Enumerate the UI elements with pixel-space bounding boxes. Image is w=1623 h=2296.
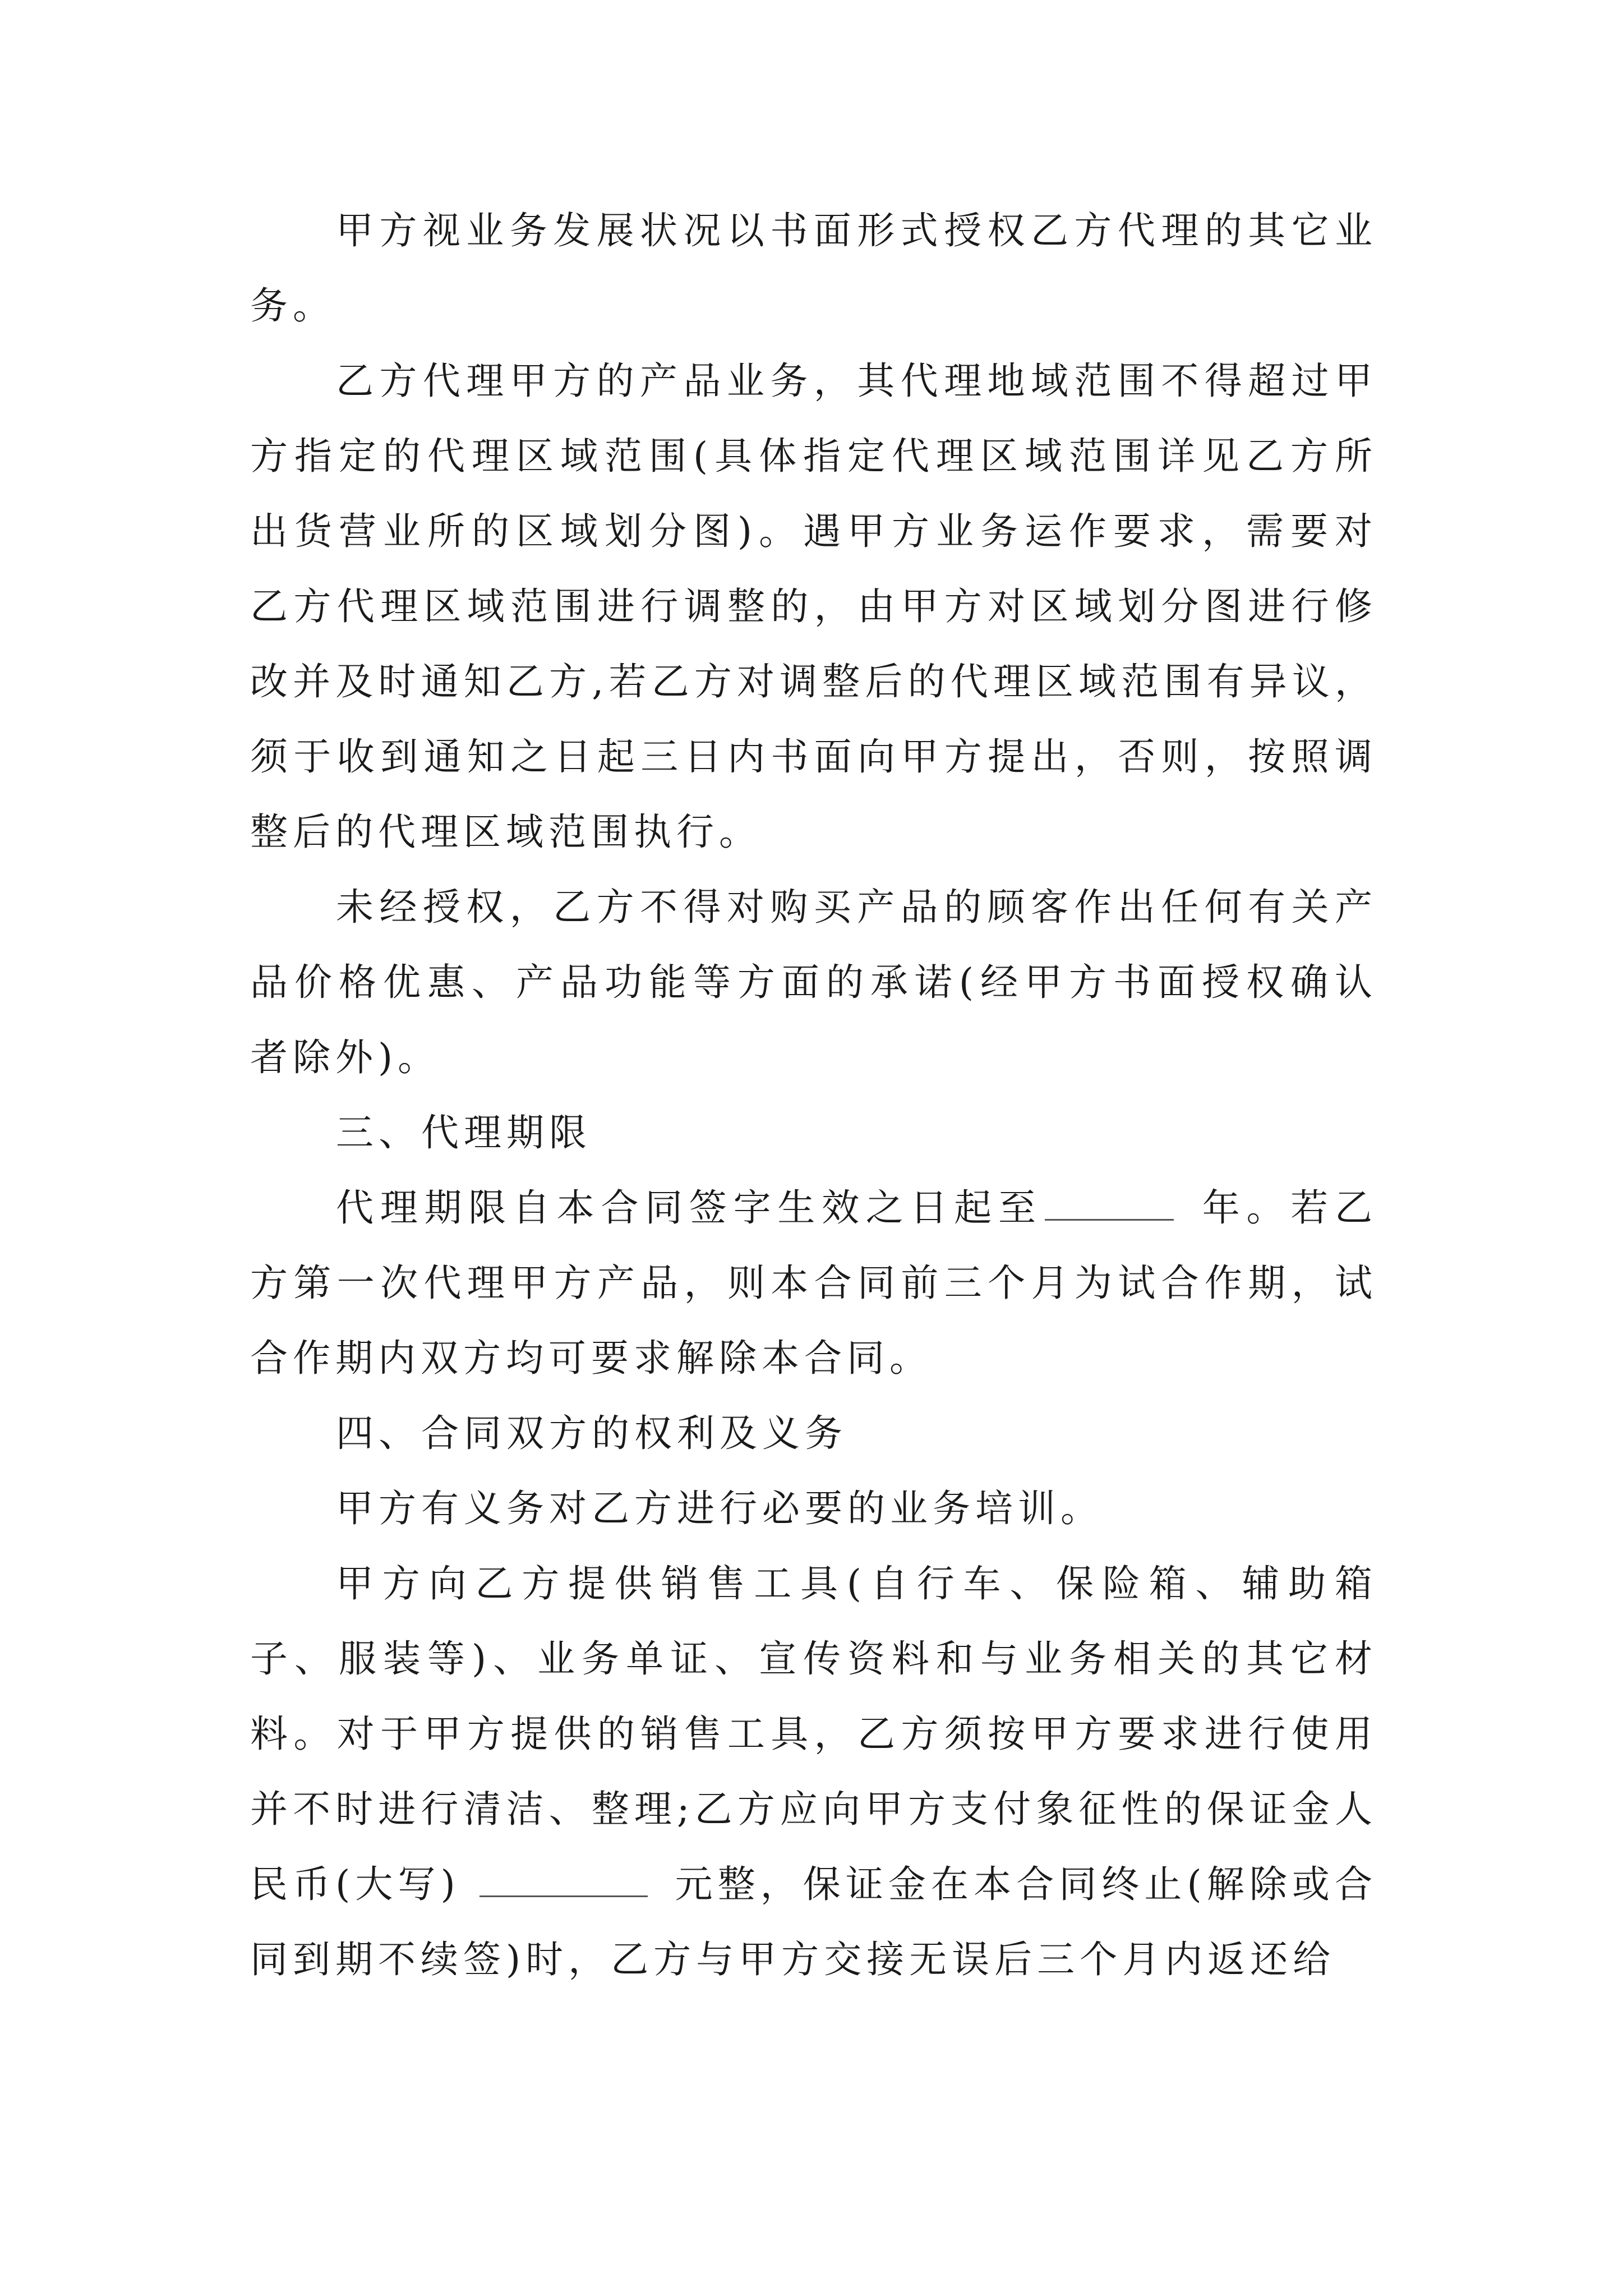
document-body xyxy=(250,193,1377,1997)
paragraph-text-before-blank: 甲方向乙方提供销售工具(自行车、保险箱、辅助箱子、服装等)、业务单证、宣传资料和与业务相关的其它材料。对于甲方提供的销售工具，乙方须按甲方要求进行使用并不时进行清洁、整理;乙方应向甲方支付象征性的保证金人民币(大写) xyxy=(250,1562,1377,1906)
paragraph-text: 未经授权，乙方不得对购买产品的顾客作出任何有关产品价格优惠、产品功能等方面的承诺(经甲方书面授权确认者除外)。 xyxy=(250,885,1377,1079)
section-heading-text: 四、合同双方的权利及义务 xyxy=(336,1411,847,1455)
paragraph-sales-tools-deposit xyxy=(250,1546,1377,1997)
section-heading-agency-term xyxy=(250,1095,1377,1170)
paragraph-text-before-blank: 代理期限自本合同签字生效之日起至 xyxy=(336,1186,1043,1230)
paragraph-authorization-other-business xyxy=(250,193,1377,343)
paragraph-agency-region xyxy=(250,343,1377,869)
paragraph-text-after-blank: 年。若乙方第一次代理甲方产品，则本合同前三个月为试合作期，试合作期内双方均可要求解除本合同。 xyxy=(250,1186,1377,1380)
paragraph-training-obligation xyxy=(250,1471,1377,1546)
section-heading-rights-obligations xyxy=(250,1396,1377,1471)
section-heading-text: 三、代理期限 xyxy=(336,1111,592,1154)
paragraph-no-unauthorized-promises xyxy=(250,869,1377,1095)
paragraph-text: 乙方代理甲方的产品业务，其代理地域范围不得超过甲方指定的代理区域范围(具体指定代理区域范围详见乙方所出货营业所的区域划分图)。遇甲方业务运作要求，需要对乙方代理区域范围进行调整的，由甲方对区域划分图进行修改并及时通知乙方,若乙方对调整后的代理区域范围有异议，须于收到通知之日起三日内书面向甲方提出，否则，按照调整后的代理区域范围执行。 xyxy=(250,359,1377,854)
fill-in-blank-years[interactable] xyxy=(1045,1185,1174,1221)
paragraph-text: 甲方视业务发展状况以书面形式授权乙方代理的其它业务。 xyxy=(250,209,1377,328)
paragraph-text-after-blank: 元整，保证金在本合同终止(解除或合同到期不续签)时，乙方与甲方交接无误后三个月内返还给 xyxy=(250,1862,1377,1981)
paragraph-agency-term xyxy=(250,1170,1377,1396)
fill-in-blank-deposit-amount[interactable] xyxy=(479,1862,648,1897)
paragraph-text: 甲方有义务对乙方进行必要的业务培训。 xyxy=(336,1487,1103,1530)
